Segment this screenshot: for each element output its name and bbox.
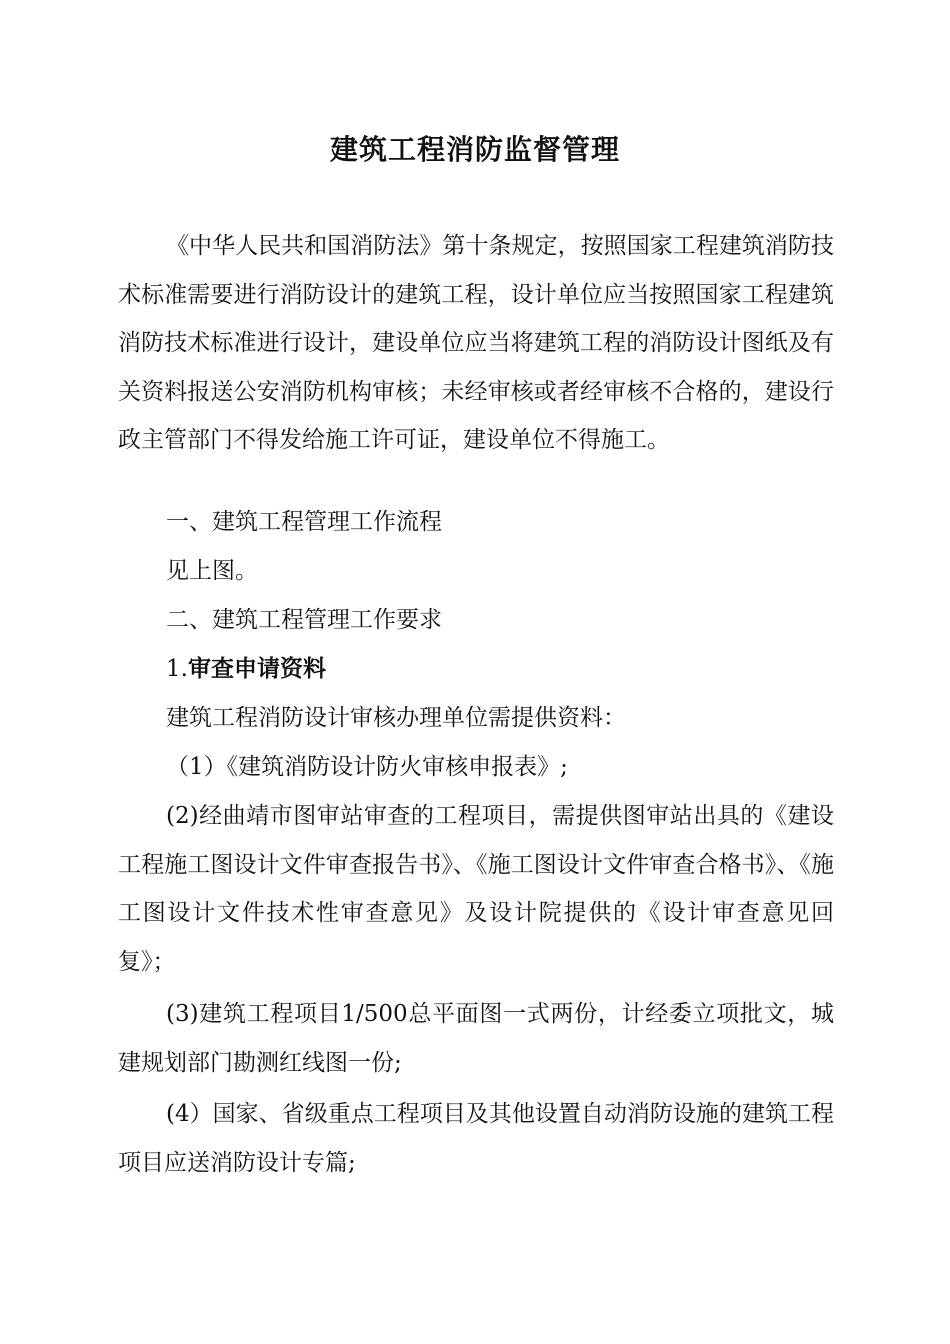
subsection1-heading <box>166 645 834 694</box>
list-item-4: (4）国家、省级重点工程项目及其他设置自动消防设施的建筑工程项目应送消防设计专篇; <box>118 1101 834 1176</box>
list-item-2: (2)经曲靖市图审站审查的工程项目，需提供图审站出具的《建设工程施工图设计文件审查报告书》、《施工图设计文件审查合格书》、《施工图设计文件技术性审查意见》及设计院提供的《设计审查意见回复》； <box>118 803 834 975</box>
materials-intro: 建筑工程消防设计审核办理单位需提供资料： <box>166 705 626 731</box>
intro-paragraph: 《中华人民共和国消防法》第十条规定，按照国家工程建筑消防技术标准需要进行消防设计的建筑工程，设计单位应当按照国家工程建筑消防技术标准进行设计，建设单位应当将建筑工程的消防设计图纸及有关资料报送公安消防机构审核；未经审核或者经审核不合格的，建设行政主管部门不得发给施工许可证，建设单位不得施工。 <box>118 233 834 453</box>
subsection1-title: 审查申请资料 <box>187 656 326 682</box>
document-title: 建筑工程消防监督管理 <box>329 133 620 166</box>
list-item-3: (3)建筑工程项目1/500总平面图一式两份，计经委立项批文，城建规划部门勘测红线图一份; <box>118 1001 834 1076</box>
section2-heading: 二、建筑工程管理工作要求 <box>166 607 442 633</box>
section1-body: 见上图。 <box>166 558 258 584</box>
list-item-1: （1）《建筑消防设计防火审核申报表》; <box>166 754 568 780</box>
subsection1-number: 1. <box>166 656 188 682</box>
section1-heading: 一、建筑工程管理工作流程 <box>166 509 442 535</box>
